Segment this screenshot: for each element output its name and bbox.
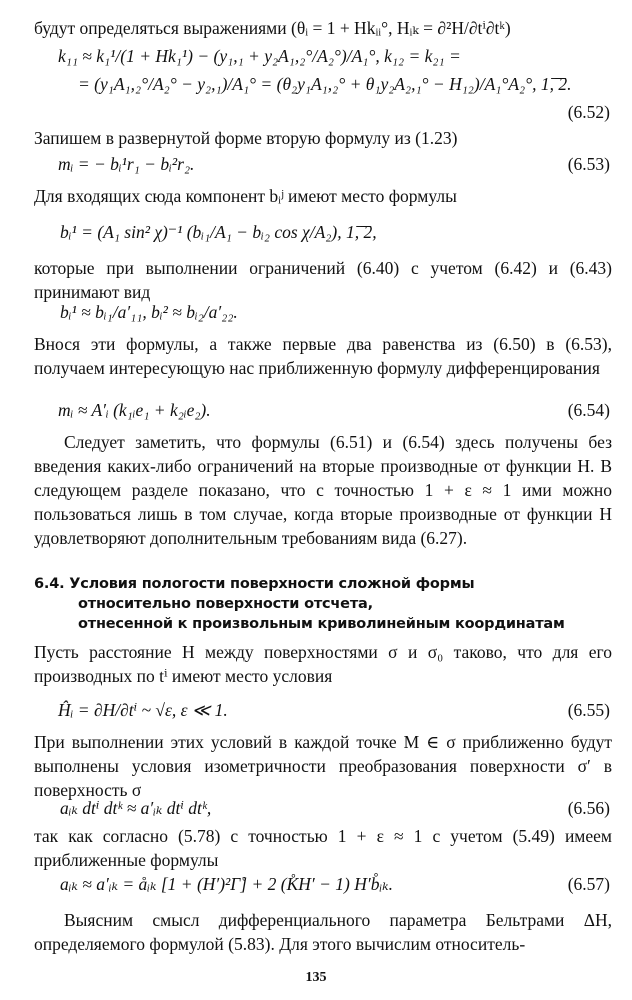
equation-number: (6.55) <box>567 700 610 720</box>
equation-number: (6.54) <box>567 400 610 420</box>
paragraph: Пусть расстояние H между поверхностями σ и σ₀ таково, что для его производных по tⁱ имеют место условия <box>34 642 612 686</box>
paragraph: Внося эти формулы, а также первые два равенства из (6.50) в (6.53), получаем интересующую нас приближенную формулу дифференцирования <box>34 334 612 378</box>
paragraph: При выполнении этих условий в каждой точке M ∈ σ приближенно будут выполнены условия изометричности преобразования поверхности σ′ в поверхность σ <box>34 732 612 800</box>
paragraph: которые при выполнении ограничений (6.40) с учетом (6.42) и (6.43) принимают вид <box>34 258 612 302</box>
section-heading-line-1: 6.4. Условия пологости поверхности сложной формы <box>34 576 475 592</box>
equation-number: (6.56) <box>567 798 610 818</box>
formula-line: Ĥᵢ = ∂H/∂tⁱ ~ √ε, ε ≪ 1. <box>58 700 228 720</box>
formula-line: aᵢₖ dtⁱ dtᵏ ≈ a′ᵢₖ dtⁱ dtᵏ, <box>60 798 212 818</box>
section-heading-line-3: отнесенной к произвольным криволинейным координатам <box>78 616 565 632</box>
page-number: 135 <box>305 970 327 985</box>
text-line: будут определяться выражениями (θᵢ = 1 + Hkᵢᵢ°, Hᵢₖ = ∂²H/∂tⁱ∂tᵏ) <box>34 18 511 38</box>
formula-line: k₁₁ ≈ k₁¹/(1 + Hk₁¹) − (y₁,₁ + y₂A₁,₂°/A₂°)/A₁°, k₁₂ = k₂₁ = <box>58 46 461 66</box>
paragraph: Выясним смысл дифференциального параметра Бельтрами ΔH, определяемого формулой (5.83). Для этого вычислим относитель- <box>34 910 612 954</box>
text-line: Для входящих сюда компонент bᵢʲ имеют место формулы <box>34 186 457 206</box>
formula-line: bᵢ¹ = (A₁ sin² χ)⁻¹ (bᵢ₁/A₁ − bᵢ₂ cos χ/A₂), 1͞,͞ 2, <box>60 222 377 242</box>
equation-number: (6.57) <box>567 874 610 894</box>
equation-number: (6.53) <box>567 154 610 174</box>
formula-line: mᵢ = − bᵢ¹r₁ − bᵢ²r₂. <box>58 154 195 174</box>
equation-number: (6.52) <box>567 102 610 122</box>
formula-line: mᵢ ≈ A′ᵢ (k₁ᵢe₁ + k₂ᵢe₂). <box>58 400 211 420</box>
formula-line: aᵢₖ ≈ a′ᵢₖ = åᵢₖ [1 + (H′)²Γ̊] + 2 (K̊H′ − 1) H′b̊ᵢₖ. <box>60 874 393 894</box>
section-heading-line-2: относительно поверхности отсчета, <box>78 596 373 612</box>
paragraph: Следует заметить, что формулы (6.51) и (6.54) здесь получены без введения каких-либо ограничений на вторые производные от функции H. В следующем разделе показано, что с точностью 1 + ε ≈ 1 ими можно пользоваться лишь в том случае, когда вторые производные от функции H удовлетворяют дополнительным требованиям вида (6.27). <box>34 432 612 548</box>
formula-line: bᵢ¹ ≈ bᵢ₁/a′₁₁, bᵢ² ≈ bᵢ₂/a′₂₂. <box>60 302 238 322</box>
formula-line: = (y₁A₁,₂°/A₂° − y₂,₁)/A₁° = (θ₂y₁A₁,₂° + θ₁y₂A₂,₁° − H₁₂)/A₁°A₂°, 1͞,͞ 2. <box>78 74 572 94</box>
text-line: Запишем в развернутой форме вторую формулу из (1.23) <box>34 128 458 148</box>
paragraph: так как согласно (5.78) с точностью 1 + ε ≈ 1 с учетом (5.49) имеем приближенные формулы <box>34 826 612 870</box>
